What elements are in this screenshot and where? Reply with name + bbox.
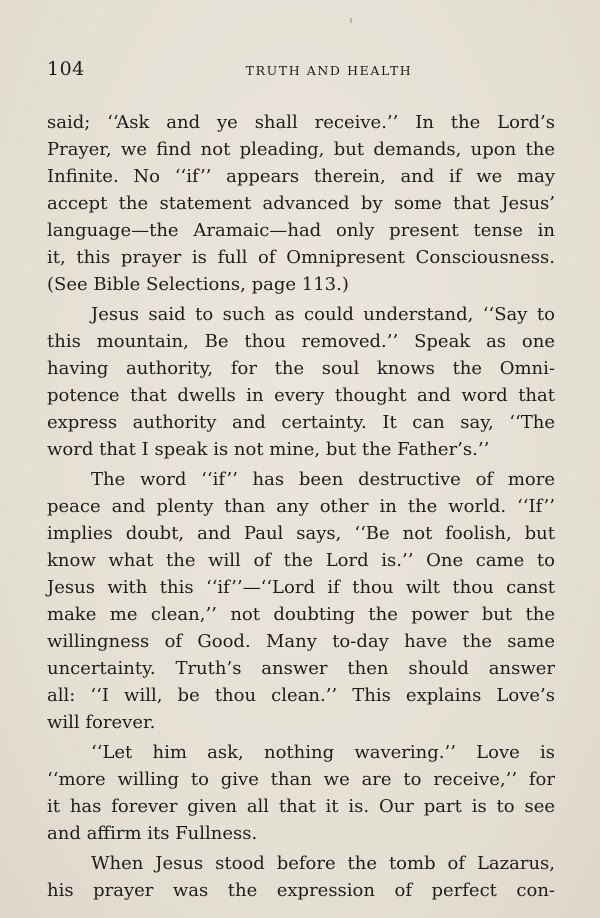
text-line: implies doubt, and Paul says, ‘‘Be not foolish, but xyxy=(47,523,555,544)
running-title: TRUTH AND HEALTH xyxy=(245,63,413,78)
text-line: Jesus with this ‘‘if’’—‘‘Lord if thou wilt thou canst xyxy=(47,577,555,598)
text-line: it, this prayer is full of Omnipresent Consciousness. xyxy=(47,247,555,268)
page-number: 104 xyxy=(47,58,85,80)
text-line: Prayer, we find not pleading, but demands, upon the xyxy=(47,139,555,160)
text-line: having authority, for the soul knows the Omni- xyxy=(47,358,555,379)
text-line: When Jesus stood before the tomb of Lazarus, xyxy=(91,853,555,874)
text-line: willingness of Good. Many to-day have the same xyxy=(47,631,555,652)
text-line: (See Bible Selections, page 113.) xyxy=(47,274,349,295)
text-line: language—the Aramaic—had only present tense in xyxy=(47,220,555,241)
text-line: make me clean,’’ not doubting the power but the xyxy=(47,604,555,625)
text-line: his prayer was the expression of perfect con- xyxy=(47,880,555,901)
text-line: ‘‘Let him ask, nothing wavering.’’ Love is xyxy=(91,742,555,763)
page-header xyxy=(47,58,553,88)
text-line: potence that dwells in every thought and word that xyxy=(47,385,555,406)
text-line: and affirm its Fullness. xyxy=(47,823,258,844)
text-line: accept the statement advanced by some that Jesus’ xyxy=(47,193,555,214)
text-line: The word ‘‘if’’ has been destructive of more xyxy=(91,469,555,490)
text-line: Infinite. No ‘‘if’’ appears therein, and if we may xyxy=(47,166,555,187)
text-line: peace and plenty than any other in the world. ‘‘If’’ xyxy=(47,496,555,517)
text-line: all: ‘‘I will, be thou clean.’’ This explains Love’s xyxy=(47,685,555,706)
paper-speck xyxy=(350,18,352,23)
text-line: word that I speak is not mine, but the Father’s.’’ xyxy=(47,439,490,460)
text-line: said; ‘‘Ask and ye shall receive.’’ In the Lord’s xyxy=(47,112,555,133)
body-text xyxy=(47,109,555,904)
text-line: know what the will of the Lord is.’’ One came to xyxy=(47,550,555,571)
text-line: Jesus said to such as could understand, ‘‘Say to xyxy=(91,304,555,325)
text-line: uncertainty. Truth’s answer then should answer xyxy=(47,658,555,679)
text-line: it has forever given all that it is. Our part is to see xyxy=(47,796,555,817)
text-line: this mountain, Be thou removed.’’ Speak as one xyxy=(47,331,555,352)
text-line: ‘‘more willing to give than we are to receive,’’ for xyxy=(47,769,555,790)
text-line: will forever. xyxy=(47,712,156,733)
text-line: express authority and certainty. It can say, ‘‘The xyxy=(47,412,555,433)
